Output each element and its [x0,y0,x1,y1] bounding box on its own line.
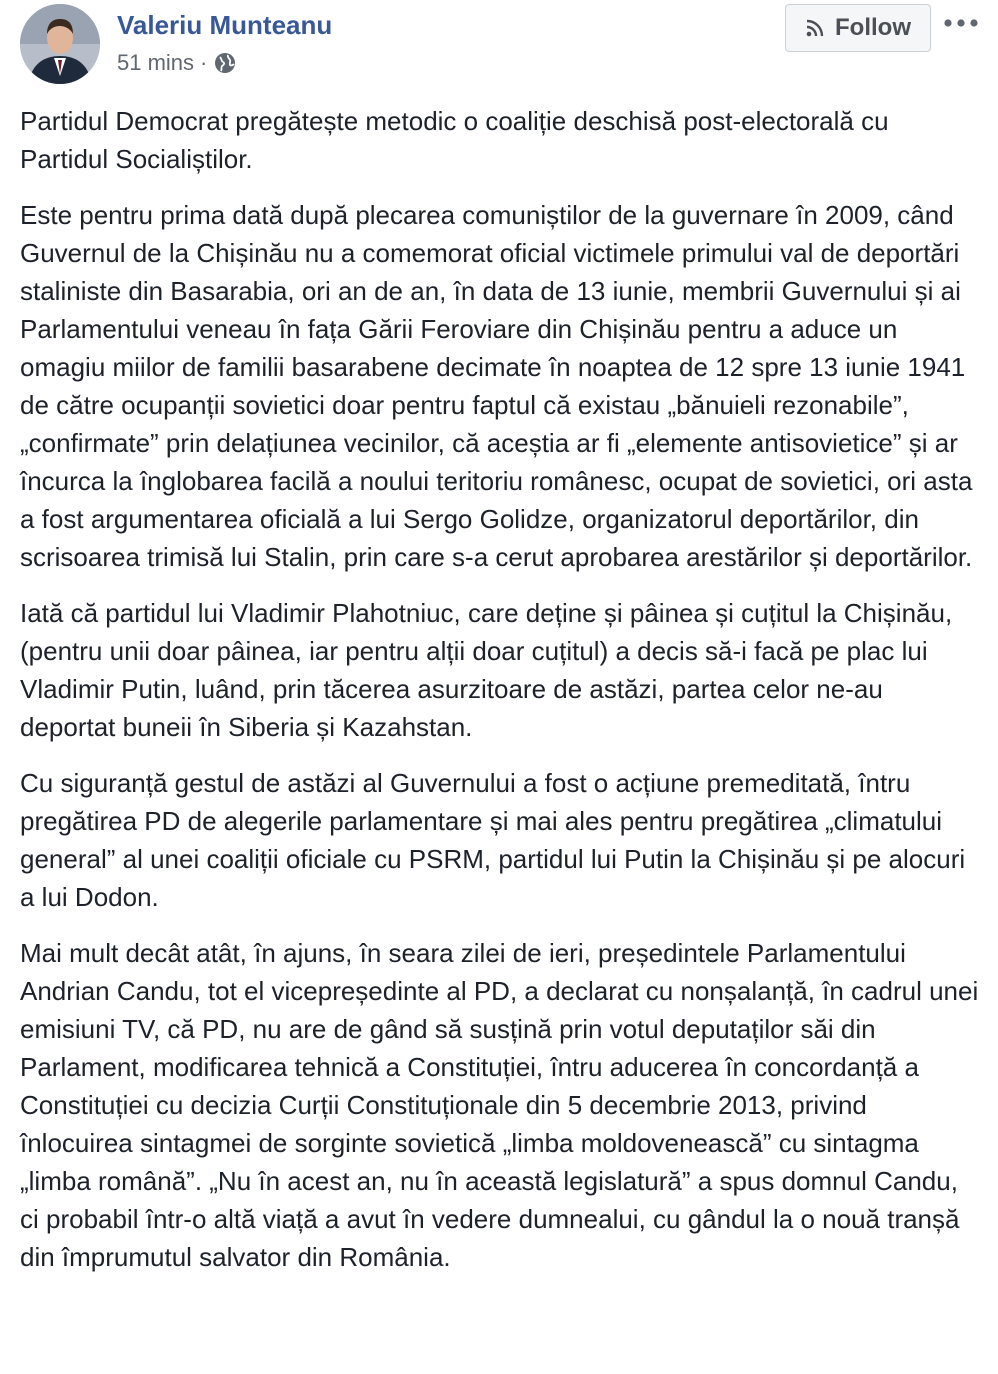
post-timestamp[interactable]: 51 mins [117,50,195,75]
post-paragraph: Cu siguranță gestul de astăzi al Guvernului a fost o acțiune premeditată, întru pregătirea PD de alegerile parlamentare și mai ales pentru pregătirea „climatului general” al unei coaliții oficiale cu PSRM, partidul lui Putin la Chișinău și pe alocuri a lui Dodon. [20,768,966,912]
globe-icon[interactable] [213,51,237,75]
more-dots-icon [943,18,979,28]
avatar[interactable] [20,4,100,84]
follow-button[interactable] [785,4,931,52]
rss-icon [805,18,825,38]
post-paragraph: Este pentru prima dată după plecarea comuniștilor de la guvernare în 2009, când Guvernul de la Chișinău nu a comemorat oficial victimele primului val de deportări staliniste din Basarabia, ori an de an, în data de 13 iunie, membrii Guvernului și ai Parlamentului veneau în fața Gării Feroviare din Chișinău pentru a aduce un omagiu miilor de familii basarabene decimate în noaptea de 12 spre 13 iunie 1941 de către ocupanții sovietici doar pentru faptul că existau „bănuieli rezonabile”, „confirmate” prin delațiunea vecinilor, că aceștia ar fi „elemente antisovietice” și ar încurca la înglobarea facilă a noului teritoriu românesc, ocupat de sovietici, ori asta a fost argumentarea oficială a lui Sergo Golidze, organizatorul deportărilor, din scrisoarea trimisă lui Stalin, prin care s-a cerut aprobarea arestărilor și deportărilor. [20,200,973,572]
more-options-button[interactable] [940,8,982,38]
post-paragraph: Partidul Democrat pregătește metodic o coaliție deschisă post-electorală cu Partidul Socialiștilor. [20,106,889,174]
profile-photo [20,4,100,84]
meta-separator: · [200,50,208,75]
follow-label: Follow [835,14,911,41]
author-name[interactable]: Valeriu Munteanu [117,10,333,40]
post-paragraph: Iată că partidul lui Vladimir Plahotniuc, care deține și pâinea și cuțitul la Chișinău, (pentru unii doar pâinea, iar pentru alții doar cuțitul) a decis să-i facă pe plac lui Vladimir Putin, luând, prin tăcerea asurzitoare de astăzi, partea celor ne-au deportat buneii în Siberia și Kazahstan. [20,598,953,742]
post-header [0,0,998,100]
post-body [20,102,982,1294]
post-meta [117,50,237,76]
post-paragraph: Mai mult decât atât, în ajuns, în seara zilei de ieri, președintele Parlamentului Andrian Candu, tot el vicepreședinte al PD, a declarat cu nonșalanță, în cadrul unei emisiuni TV, că PD, nu are de gând să susțină prin votul deputaților săi din Parlament, modificarea tehnică a Constituției, întru aducerea în concordanță a Constituției cu decizia Curții Constituționale din 5 decembrie 2013, privind înlocuirea sintagmei de sorginte sovietică „limba moldovenească” cu sintagma „limba română”. „Nu în acest an, nu în această legislatură” a spus domnul Candu, ci probabil într-o altă viață a avut în vedere dumnealui, cu gândul la o nouă tranșă din împrumutul salvator din România. [20,938,979,1272]
